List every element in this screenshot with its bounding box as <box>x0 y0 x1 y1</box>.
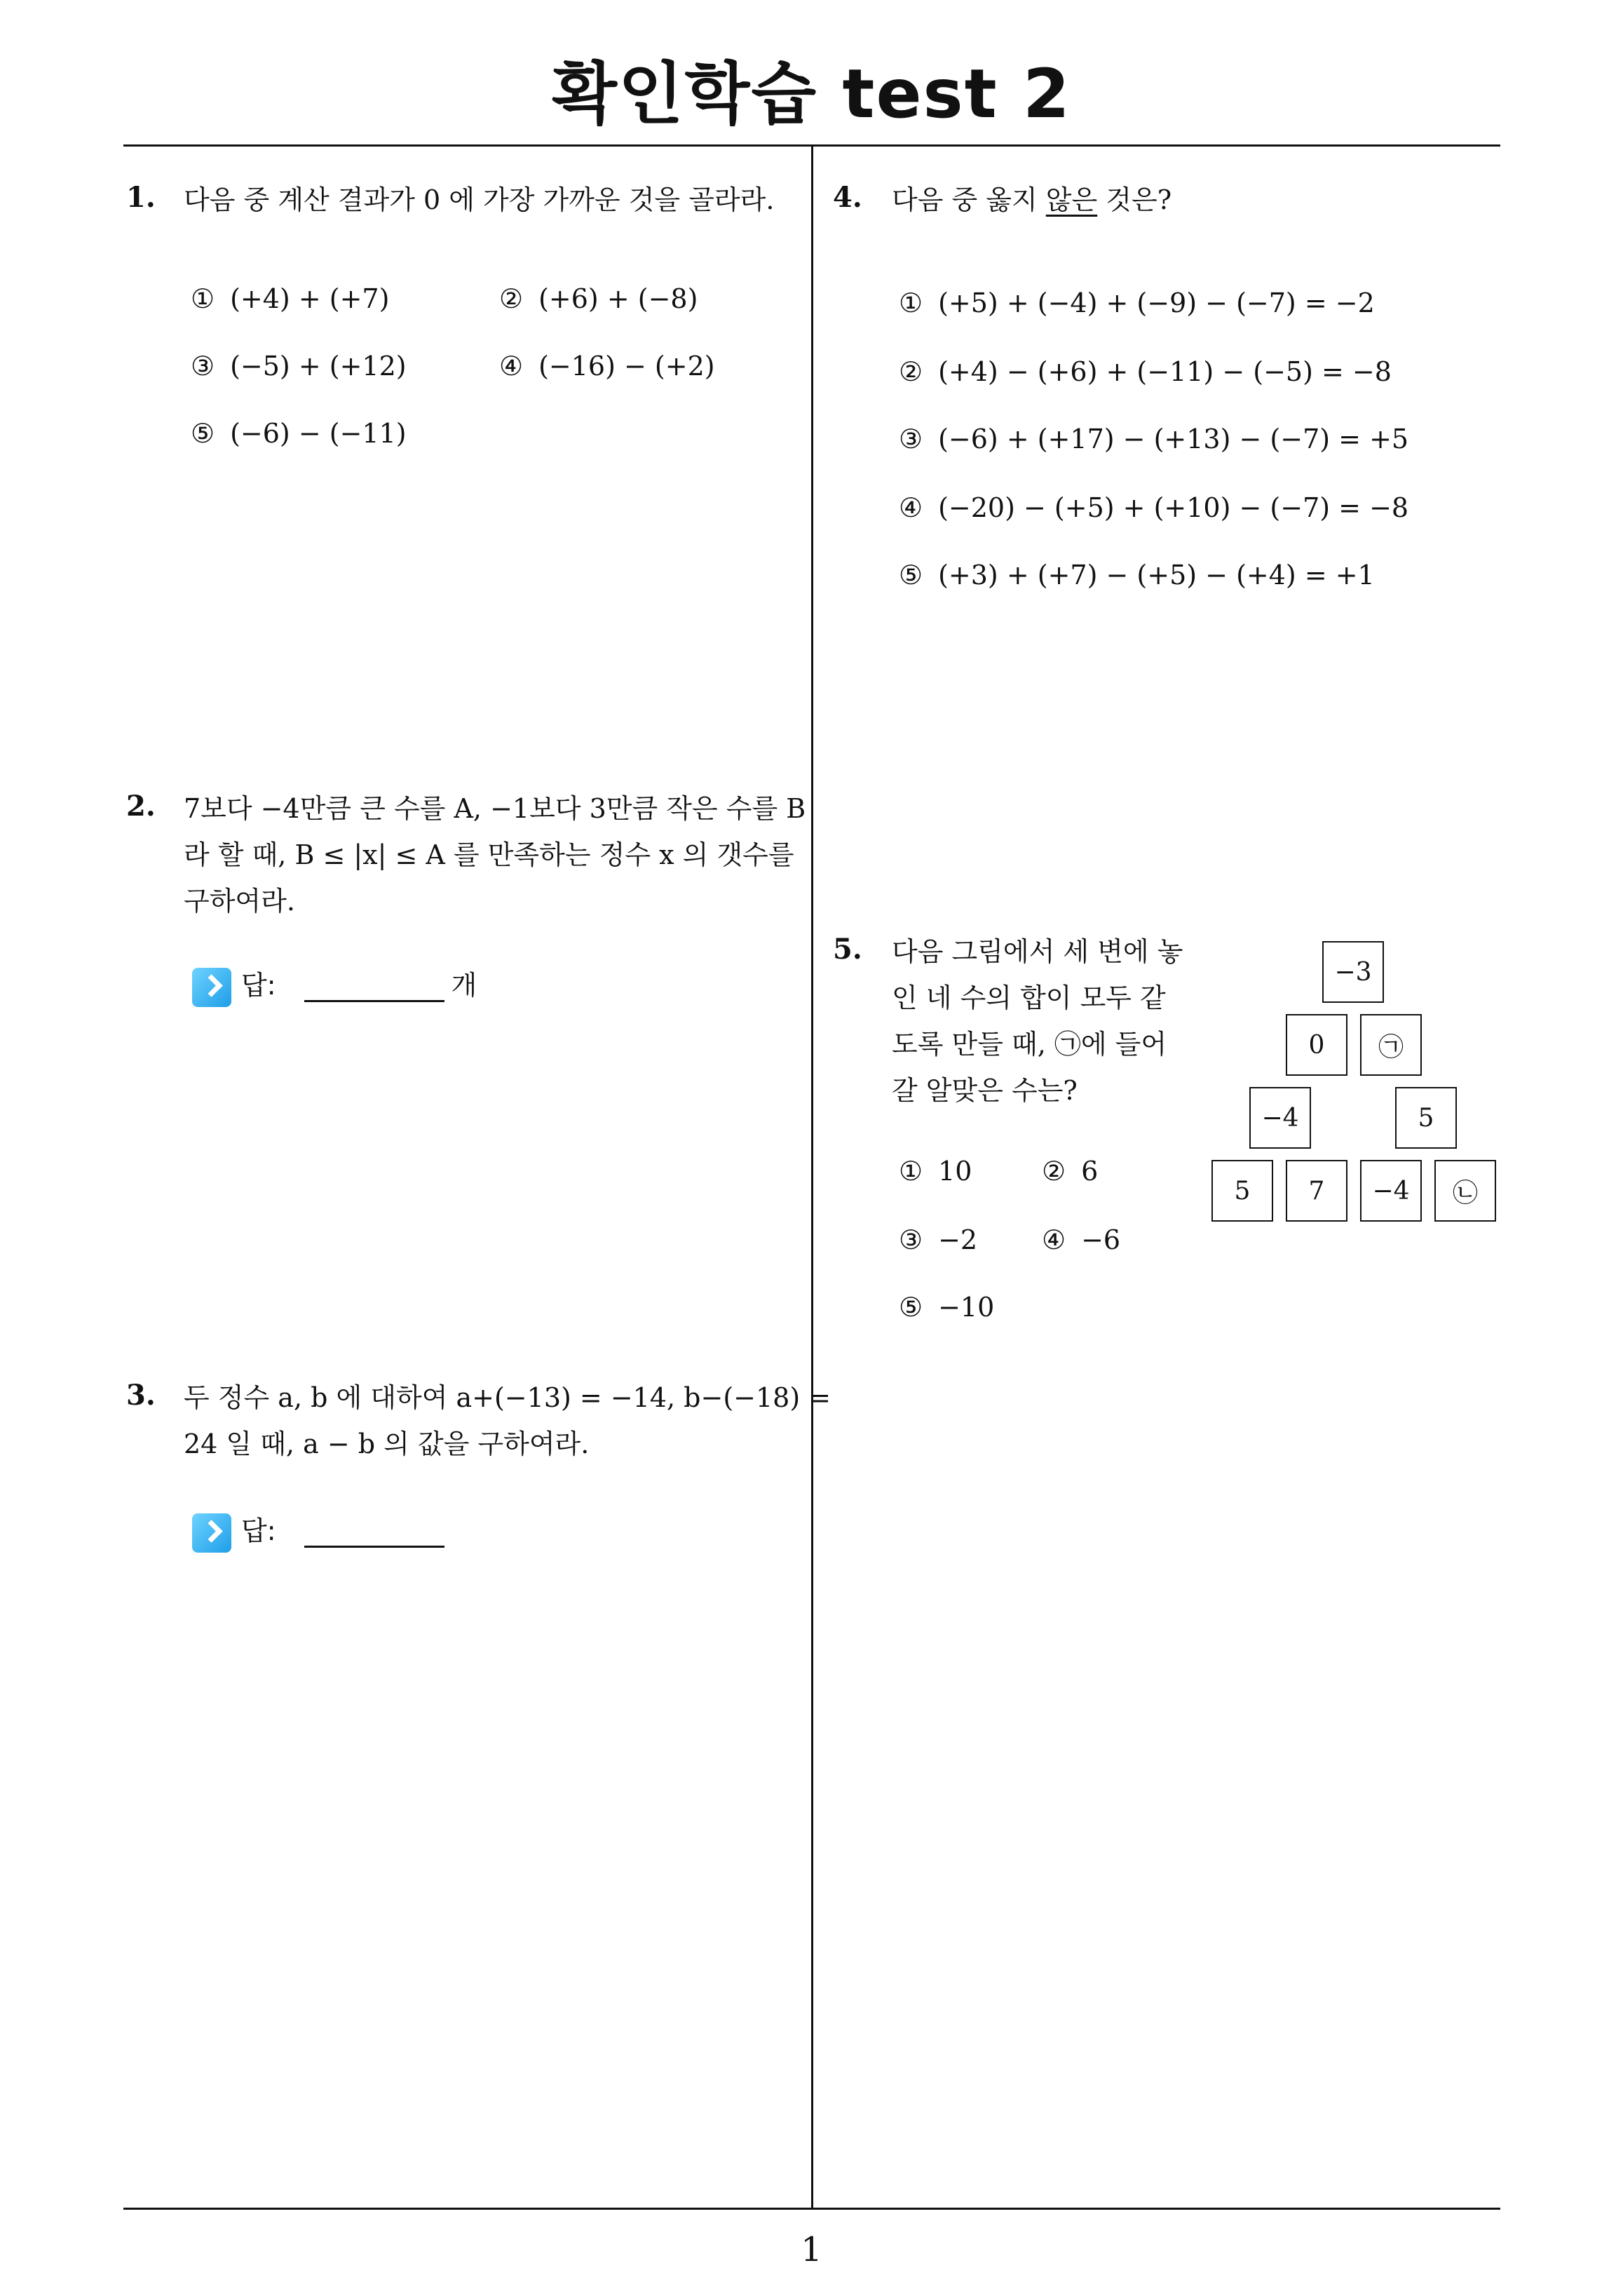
triangle-top-cell: −3 <box>1322 941 1384 1003</box>
question-number: 4. <box>833 181 862 214</box>
option-5[interactable]: ⑤ −10 <box>899 1292 995 1323</box>
question-text-line-1: 7보다 −4만큼 큰 수를 A, −1보다 3만큼 작은 수를 B <box>184 793 806 824</box>
triangle-row3-left-cell: −4 <box>1249 1087 1311 1149</box>
question-number: 5. <box>833 933 862 966</box>
answer-blank[interactable] <box>304 972 444 1002</box>
question-text-line-2: 24 일 때, a − b 의 값을 구하여라. <box>184 1429 590 1459</box>
answer-arrow-icon <box>192 968 231 1007</box>
question-text-line-3: 구하여라. <box>184 886 295 917</box>
underlined-word: 않은 <box>1045 184 1098 215</box>
question-number: 2. <box>126 790 156 823</box>
question-text-line-2: 라 할 때, B ≤ |x| ≤ A 를 만족하는 정수 x 의 갯수를 <box>184 839 794 870</box>
answer-arrow-icon <box>192 1513 231 1553</box>
answer-label: 답: <box>241 970 276 1001</box>
triangle-bottom-cell-2: 7 <box>1286 1160 1347 1222</box>
option-5[interactable]: ⑤ (+3) + (+7) − (+5) − (+4) = +1 <box>899 560 1375 590</box>
option-5[interactable]: ⑤ (−6) − (−11) <box>191 418 407 449</box>
page-title: 확인학습 test 2 <box>552 55 1071 133</box>
answer-blank[interactable] <box>304 1518 444 1548</box>
option-2[interactable]: ② (+4) − (+6) + (−11) − (−5) = −8 <box>899 356 1392 387</box>
option-1[interactable]: ① (+4) + (+7) <box>191 283 390 314</box>
option-3[interactable]: ③ −2 <box>899 1224 978 1255</box>
question-number: 3. <box>126 1379 156 1412</box>
question-text-line-2: 인 네 수의 합이 모두 같 <box>892 982 1166 1013</box>
answer-row <box>192 1509 444 1553</box>
triangle-row3-right-cell: 5 <box>1395 1087 1457 1149</box>
option-4[interactable]: ④ −6 <box>1042 1224 1121 1255</box>
triangle-bottom-cell-4: ㉡ <box>1434 1160 1496 1222</box>
page-number: 1 <box>801 2230 822 2269</box>
question-text-line-1: 다음 그림에서 세 변에 놓 <box>892 936 1183 967</box>
question-number: 1. <box>126 181 156 214</box>
question-text-line-4: 갈 알맞은 수는? <box>892 1075 1078 1106</box>
triangle-row2-left-cell: 0 <box>1286 1014 1347 1076</box>
question-text: 다음 중 계산 결과가 0 에 가장 가까운 것을 골라라. <box>184 184 775 215</box>
option-2[interactable]: ② 6 <box>1042 1156 1099 1187</box>
column-divider <box>811 144 813 2210</box>
question-text-line-1: 두 정수 a, b 에 대하여 a+(−13) = −14, b−(−18) = <box>184 1382 831 1413</box>
option-3[interactable]: ③ (−5) + (+12) <box>191 351 407 381</box>
triangle-row2-right-cell: ㉠ <box>1360 1014 1422 1076</box>
option-1[interactable]: ① (+5) + (−4) + (−9) − (−7) = −2 <box>899 288 1375 318</box>
answer-row <box>192 964 477 1007</box>
option-1[interactable]: ① 10 <box>899 1156 972 1187</box>
answer-label: 답: <box>241 1515 276 1546</box>
option-4[interactable]: ④ (−16) − (+2) <box>499 351 715 381</box>
question-text-line-3: 도록 만들 때, ㉠에 들어 <box>892 1029 1167 1060</box>
triangle-bottom-cell-3: −4 <box>1360 1160 1422 1222</box>
triangle-bottom-cell-1: 5 <box>1211 1160 1273 1222</box>
answer-unit: 개 <box>451 970 477 1001</box>
bottom-rule <box>123 2208 1500 2210</box>
question-text: 다음 중 옳지 않은 것은? <box>892 184 1172 215</box>
option-4[interactable]: ④ (−20) − (+5) + (+10) − (−7) = −8 <box>899 492 1409 523</box>
option-2[interactable]: ② (+6) + (−8) <box>499 283 698 314</box>
option-3[interactable]: ③ (−6) + (+17) − (+13) − (−7) = +5 <box>899 424 1409 454</box>
